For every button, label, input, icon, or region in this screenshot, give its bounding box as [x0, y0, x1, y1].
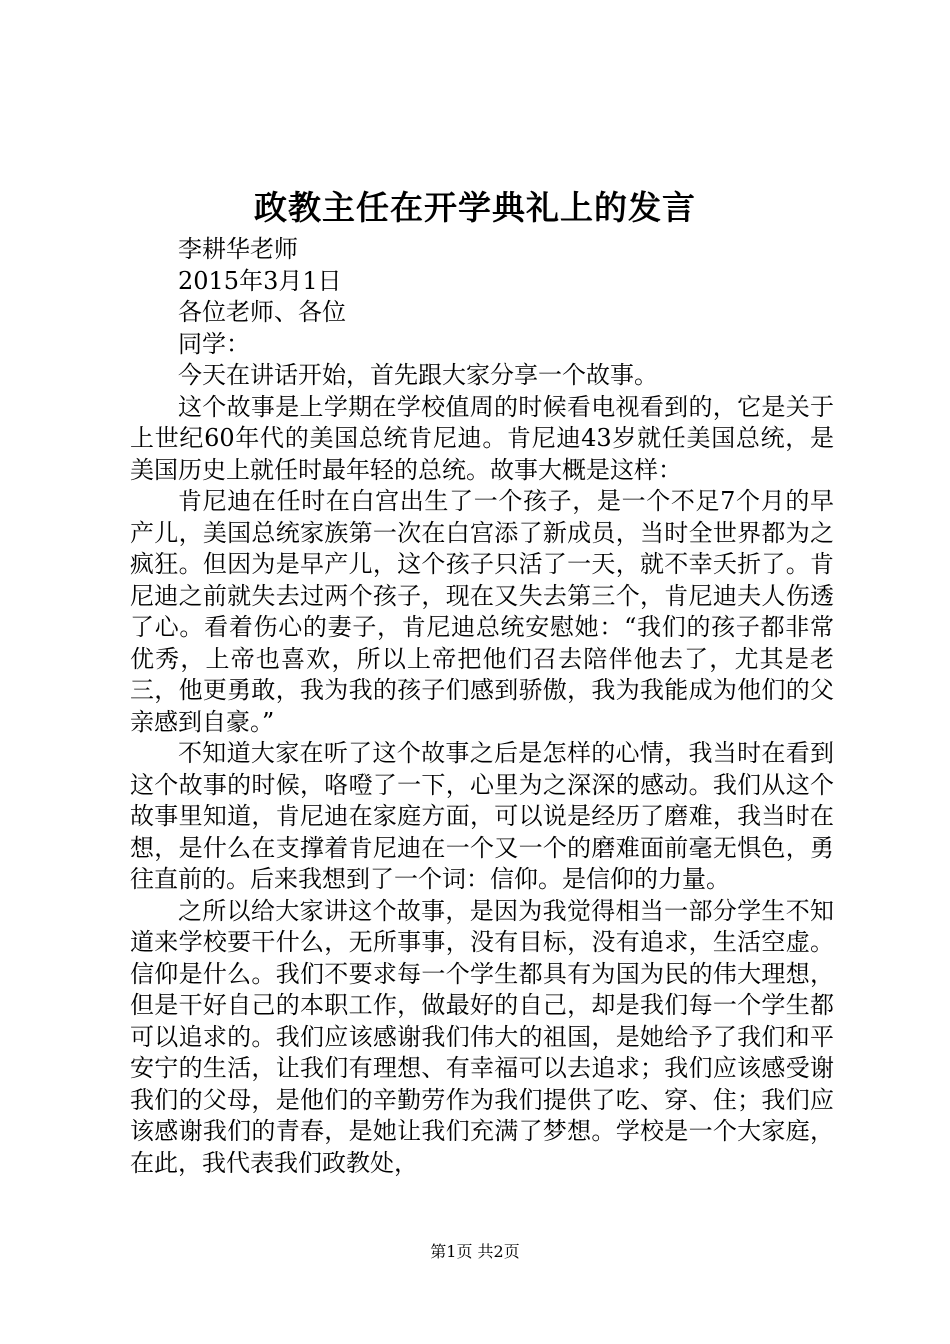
paragraph-1: 今天在讲话开始，首先跟大家分享一个故事。 — [178, 361, 658, 389]
paragraph-3: 肯尼迪在任时在白宫出生了一个孩子，是一个不足7个月的早产儿，美国总统家族第一次在白宫添了新成员，当时全世界都为之疯狂。但因为是早产儿，这个孩子只活了一天，就不幸夭折了。肯尼迪之前就失去过两个孩子，现在又失去第三个，肯尼迪夫人伤透了心。看着伤心的妻子，肯尼迪总统安慰她：“我们的孩子都非常优秀，上帝也喜欢，所以上帝把他们召去陪伴他去了，尤其是老三，他更勇敢，我为我的孩子们感到骄傲，我为我能成为他们的父亲感到自豪。” — [130, 487, 834, 736]
document-title: 政教主任在开学典礼上的发言 — [254, 188, 696, 227]
page-footer: 第1页 共2页 — [430, 1242, 520, 1261]
date-line: 2015年3月1日 — [178, 266, 342, 295]
paragraph-4: 不知道大家在听了这个故事之后是怎样的心情，我当时在看到这个故事的时候，咯噔了一下，心里为之深深的感动。我们从这个故事里知道，肯尼迪在家庭方面，可以说是经历了磨难，我当时在想，是什么在支撑着肯尼迪在一个又一个的磨难面前毫无惧色，勇往直前的。后来我想到了一个词：信仰。是信仰的力量。 — [130, 739, 834, 893]
document-body — [130, 234, 834, 1179]
greeting-line-1: 各位老师、各位 — [178, 298, 346, 326]
greeting-line-2: 同学： — [178, 329, 250, 358]
paragraph-5: 之所以给大家讲这个故事，是因为我觉得相当一部分学生不知道来学校要干什么，无所事事，没有目标，没有追求，生活空虚。信仰是什么。我们不要求每一个学生都具有为国为民的伟大理想，但是干好自己的本职工作，做最好的自己，却是我们每一个学生都可以追求的。我们应该感谢我们伟大的祖国，是她给予了我们和平安宁的生活，让我们有理想、有幸福可以去追求；我们应该感受谢我们的父母，是他们的辛勤劳作为我们提供了吃、穿、住；我们应该感谢我们的青春，是她让我们充满了梦想。学校是一个大家庭，在此，我代表我们政教处， — [130, 896, 834, 1177]
paragraph-2: 这个故事是上学期在学校值周的时候看电视看到的，它是关于上世纪60年代的美国总统肯尼迪。肯尼迪43岁就任美国总统，是美国历史上就任时最年轻的总统。故事大概是这样： — [130, 392, 834, 484]
author-line: 李耕华老师 — [178, 235, 298, 263]
